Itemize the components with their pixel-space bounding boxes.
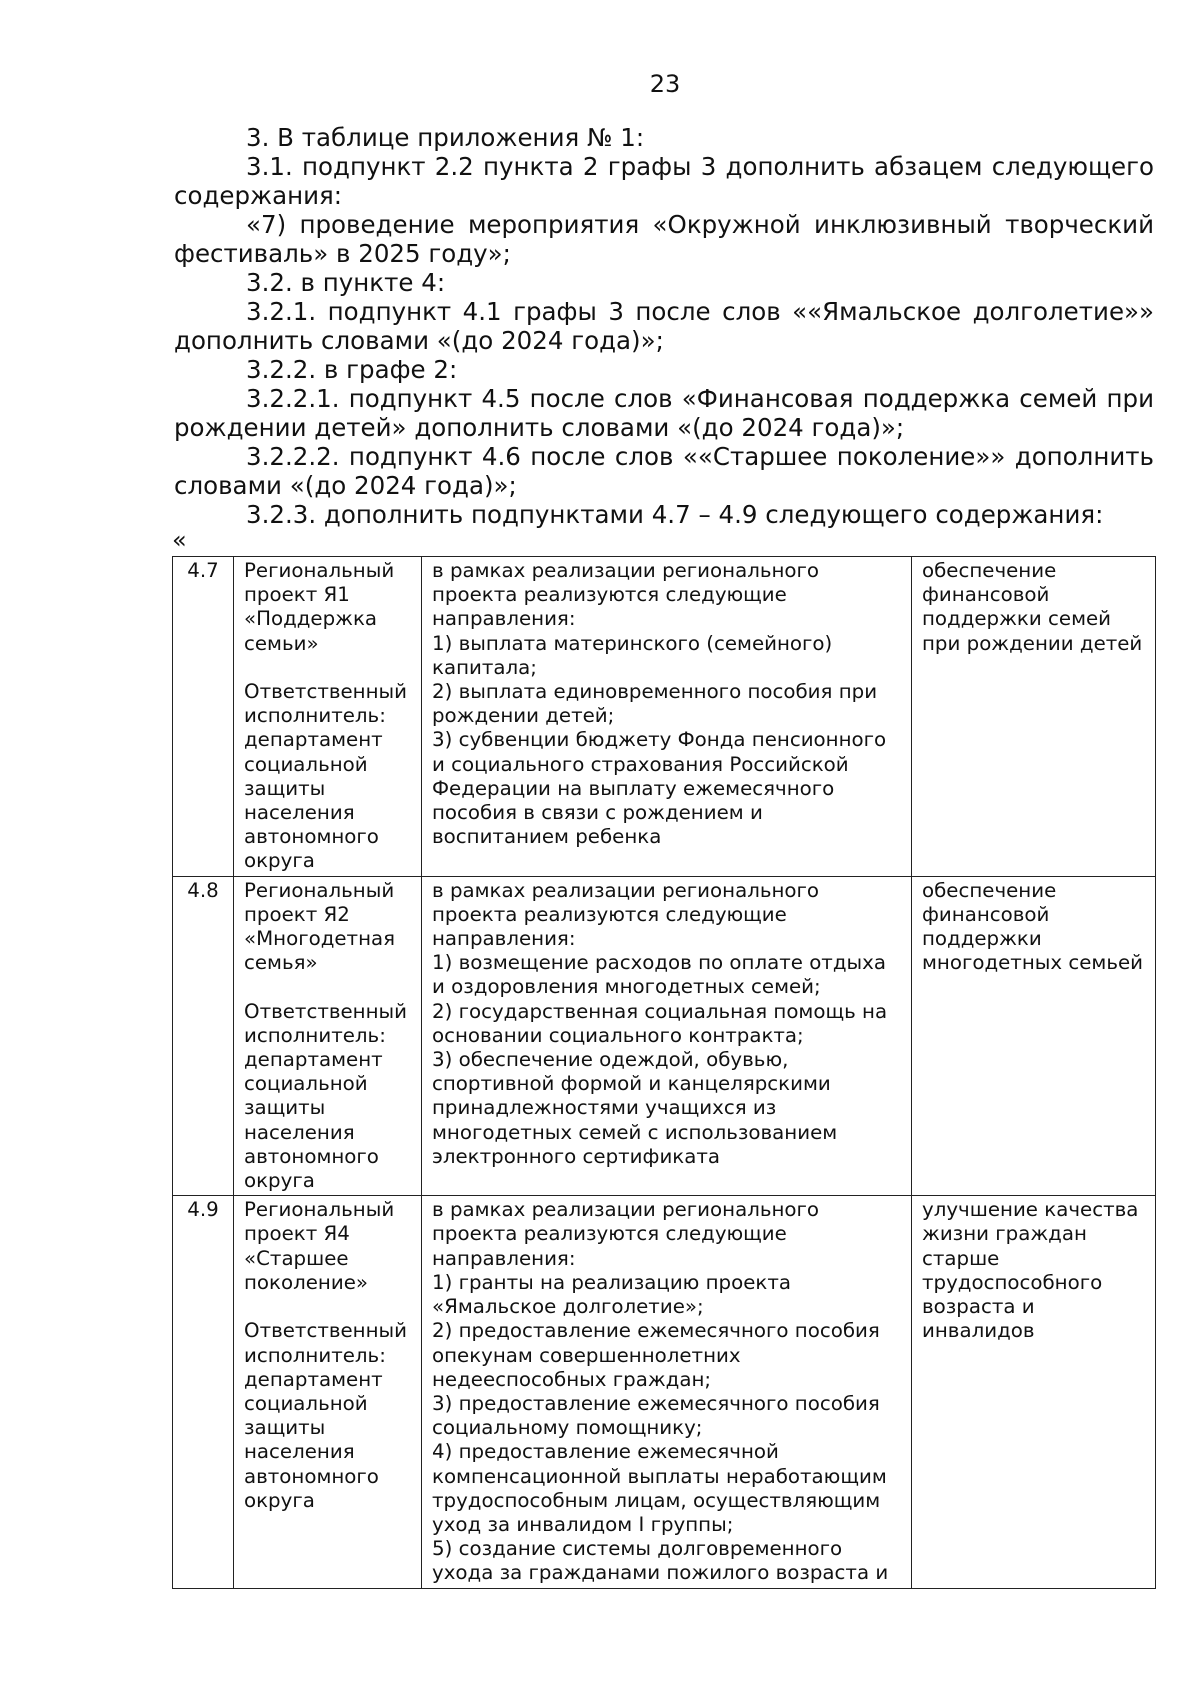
paragraph: 3.1. подпункт 2.2 пункта 2 графы 3 дополнить абзацем следующего содержания: bbox=[174, 152, 1154, 210]
row-number: 4.8 bbox=[173, 876, 234, 1196]
table-row bbox=[173, 557, 1156, 877]
open-quote: « bbox=[172, 526, 187, 554]
goal-cell: улучшение качества жизни граждан старше трудоспособного возраста и инвалидов bbox=[912, 1196, 1156, 1588]
row-number: 4.9 bbox=[173, 1196, 234, 1588]
goal-cell: обеспечение финансовой поддержки многодетных семьей bbox=[912, 876, 1156, 1196]
directions-cell: в рамках реализации регионального проекта реализуются следующие направления: 1) выплата материнского (семейного) капитала; 2) выплата единовременного пособия при рождении детей; 3) субвенции бюджету Фонда пенсионного и социального страхования Российской Федерации на выплату ежемесячного пособия в связи с рождением и воспитанием ребенка bbox=[422, 557, 912, 877]
project-cell: Региональный проект Я4 «Старшее поколение» Ответственный исполнитель: департамент социальной защиты населения автономного округа bbox=[234, 1196, 422, 1588]
directions-cell: в рамках реализации регионального проекта реализуются следующие направления: 1) возмещение расходов по оплате отдыха и оздоровления многодетных семей; 2) государственная социальная помощь на основании социального контракта; 3) обеспечение одеждой, обувью, спортивной формой и канцелярскими принадлежностями учащихся из многодетных семей с использованием электронного сертификата bbox=[422, 876, 912, 1196]
paragraph: 3. В таблице приложения № 1: bbox=[246, 123, 645, 152]
paragraph: 3.2.1. подпункт 4.1 графы 3 после слов ««Ямальское долголетие»» дополнить словами «(до 2024 года)»; bbox=[174, 297, 1154, 355]
paragraph: 3.2.3. дополнить подпунктами 4.7 – 4.9 следующего содержания: bbox=[246, 500, 1104, 529]
paragraph: 3.2. в пункте 4: bbox=[246, 268, 446, 297]
paragraph: 3.2.2.1. подпункт 4.5 после слов «Финансовая поддержка семей при рождении детей» дополнить словами «(до 2024 года)»; bbox=[174, 384, 1154, 442]
project-cell: Региональный проект Я2 «Многодетная семья» Ответственный исполнитель: департамент социальной защиты населения автономного округа bbox=[234, 876, 422, 1196]
row-number: 4.7 bbox=[173, 557, 234, 877]
insert-table bbox=[172, 556, 1156, 1589]
goal-cell: обеспечение финансовой поддержки семей при рождении детей bbox=[912, 557, 1156, 877]
paragraph: 3.2.2.2. подпункт 4.6 после слов ««Старшее поколение»» дополнить словами «(до 2024 года)»; bbox=[174, 442, 1154, 500]
paragraph: 3.2.2. в графе 2: bbox=[246, 355, 458, 384]
paragraph: «7) проведение мероприятия «Окружной инклюзивный творческий фестиваль» в 2025 году»; bbox=[174, 210, 1154, 268]
page-number: 23 bbox=[649, 70, 681, 98]
table-row bbox=[173, 1196, 1156, 1588]
directions-cell: в рамках реализации регионального проекта реализуются следующие направления: 1) гранты на реализацию проекта «Ямальское долголетие»; 2) предоставление ежемесячного пособия опекунам совершеннолетних недееспособных граждан; 3) предоставление ежемесячного пособия социальному помощнику; 4) предоставление ежемесячной компенсационной выплаты неработающим трудоспособным лицам, осуществляющим уход за инвалидом I группы; 5) создание системы долговременного ухода за гражданами пожилого возраста и bbox=[422, 1196, 912, 1588]
project-cell: Региональный проект Я1 «Поддержка семьи» Ответственный исполнитель: департамент социальной защиты населения автономного округа bbox=[234, 557, 422, 877]
table-row bbox=[173, 876, 1156, 1196]
body-text bbox=[174, 123, 1154, 529]
